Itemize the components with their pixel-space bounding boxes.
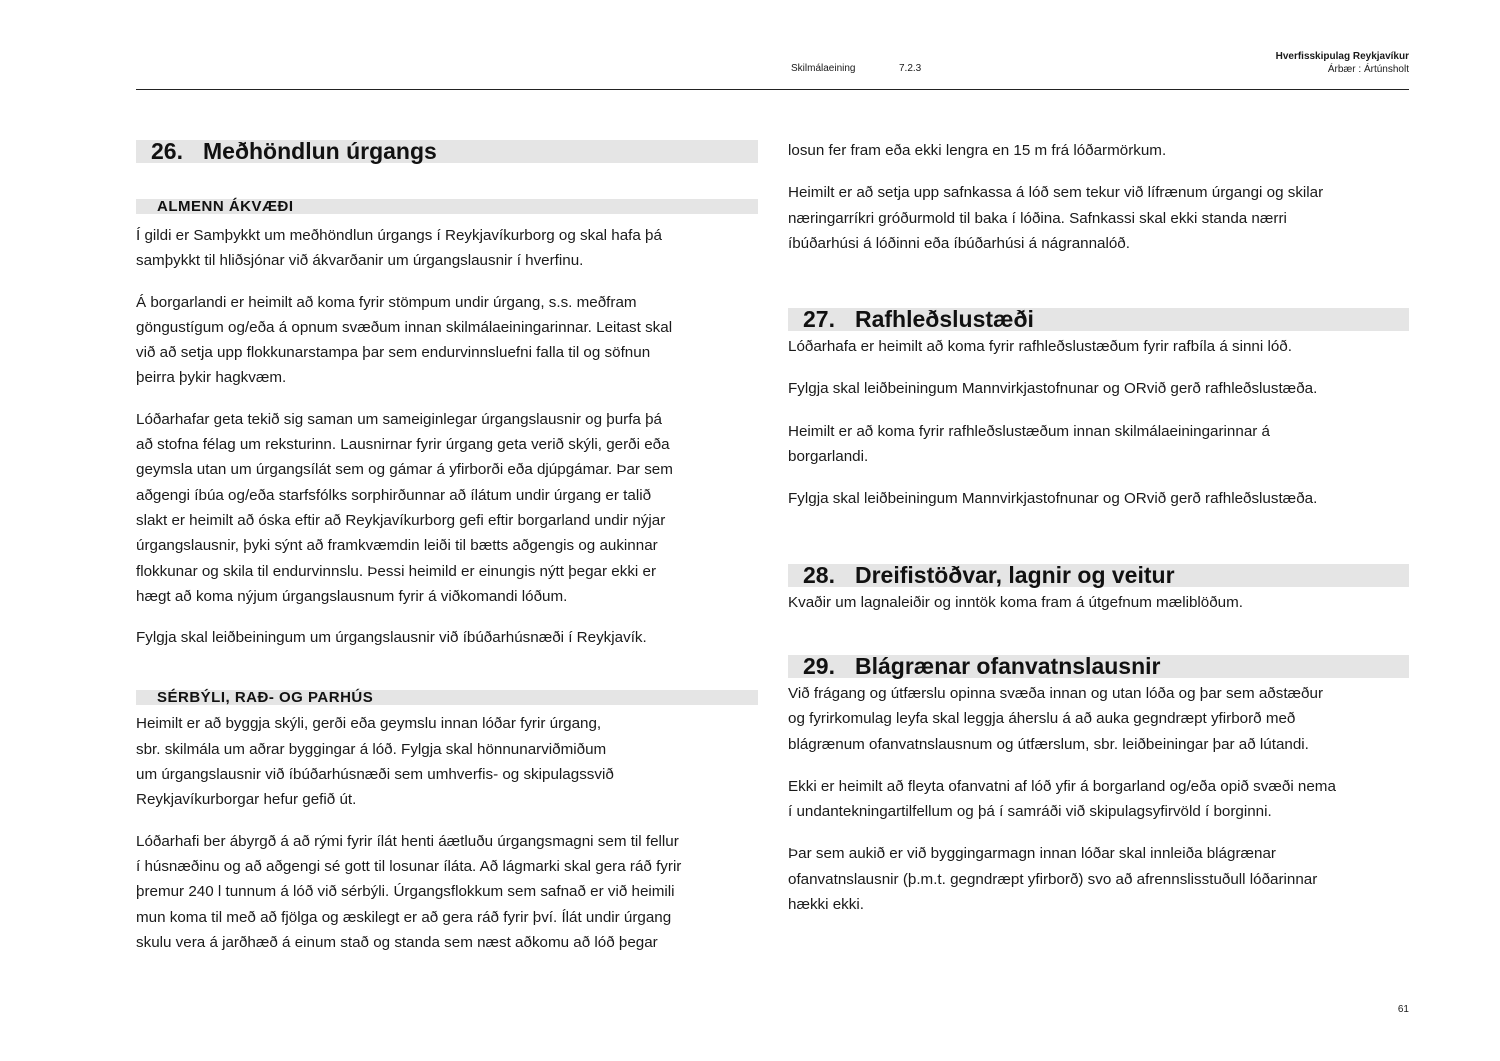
header-unit-number: 7.2.3 <box>899 63 922 74</box>
text-line: Reykjavíkurborgar hefur gefið út. <box>136 791 357 809</box>
text-line: hægt að koma nýjum úrgangslausnum fyrir á viðkomandi lóðum. <box>136 587 568 605</box>
text-line: flokkunar og skila til endurvinnslu. Þessi heimild er einungis nýtt þegar ekki er <box>136 562 657 580</box>
text-line: göngustígum og/eða á opnum svæðum innan skilmálaeiningarinnar. Leitast skal <box>136 318 673 336</box>
section-heading-28 <box>788 561 1409 588</box>
text-line: Við frágang og útfærslu opinna svæða innan og utan lóða og þar sem aðstæður <box>788 684 1324 702</box>
paragraph <box>136 829 758 955</box>
section-number: 28. <box>803 561 835 588</box>
text-line: þremur 240 l tunnum á lóð við sérbýli. Úrgangsflokkum sem safnað er við heimili <box>136 883 675 901</box>
text-line: við að setja upp flokkunarstampa þar sem endurvinnsluefni falla til og söfnun <box>136 344 651 362</box>
text-line: geymsla utan um úrgangsílát sem og gámar á yfirborði eða djúpgámar. Þar sem <box>136 461 673 479</box>
text-line: borgarlandi. <box>788 448 869 466</box>
text-line: Lóðarhafar geta tekið sig saman um sameiginlegar úrgangslausnir og þurfa þá <box>136 410 662 428</box>
text-line: um úrgangslausnir við íbúðarhúsnæði sem umhverfis- og skipulagssvið <box>136 766 614 784</box>
paragraph <box>136 625 758 650</box>
header-divider <box>136 89 1409 90</box>
text-line: Kvaðir um lagnaleiðir og inntök koma fram á útgefnum mæliblöðum. <box>788 593 1243 611</box>
paragraph <box>136 290 758 391</box>
section-number: 29. <box>803 652 835 679</box>
text-line: Lóðarhafa er heimilt að koma fyrir rafhleðslustæðum fyrir rafbíla á sinni lóð. <box>788 338 1292 356</box>
section-heading-26 <box>136 140 758 163</box>
section-title: Rafhleðslustæði <box>855 306 1034 333</box>
right-column <box>788 138 1409 917</box>
paragraph <box>788 180 1409 256</box>
text-line: og fyrirkomulag leyfa skal leggja áherslu á að auka gegndræpt yfirborð með <box>788 710 1296 728</box>
text-line: Heimilt er að byggja skýli, gerði eða geymslu innan lóðar fyrir úrgang, <box>136 715 602 733</box>
paragraph <box>136 711 758 812</box>
text-line: Lóðarhafi ber ábyrgð á að rými fyrir ílát henti áætluðu úrgangsmagni sem til fellur <box>136 832 679 850</box>
text-line: mun koma til með að fjölga og æskilegt er að gera ráð fyrir því. Ílát undir úrgang <box>136 908 672 926</box>
text-line: sbr. skilmála um aðrar byggingar á lóð. Fylgja skal hönnunarviðmiðum <box>136 740 607 758</box>
text-line: samþykkt til hliðsjónar við ákvarðanir um úrgangslausnir í hverfinu. <box>136 252 584 270</box>
text-line: skulu vera á jarðhæð á einum stað og standa sem næst aðkomu að lóð þegar <box>136 933 658 951</box>
text-line: í undantekningartilfellum og þá í samráði við skipulagsyfirvöld í borginni. <box>788 803 1272 821</box>
text-line: ofanvatnslausnir (þ.m.t. gegndræpt yfirborð) svo að afrennslisstuðull lóðarinnar <box>788 870 1318 888</box>
section-number: 26. <box>151 138 183 164</box>
left-column <box>136 138 758 955</box>
text-line: Á borgarlandi er heimilt að koma fyrir stömpum undir úrgang, s.s. meðfram <box>136 293 637 311</box>
paragraph <box>788 334 1409 359</box>
header-document-title <box>1276 50 1409 76</box>
paragraph <box>788 138 1409 163</box>
section-number: 27. <box>803 306 835 333</box>
text-line: slakt er heimilt að óska eftir að Reykjavíkurborg gefi eftir borgarland undir nýjar <box>136 511 666 529</box>
text-line: í húsnæðinu og að aðgengi sé gott til losunar íláta. Að lágmarki skal gera ráð fyrir <box>136 857 682 875</box>
header-title: Hverfisskipulag Reykjavíkur <box>1275 51 1409 62</box>
text-line: Heimilt er að setja upp safnkassa á lóð sem tekur við lífrænum úrgangi og skilar <box>788 184 1324 202</box>
text-line: íbúðarhúsi á lóðinni eða íbúðarhúsi á nágrannalóð. <box>788 234 1130 252</box>
text-line: aðgengi íbúa og/eða starfsfólks sorphirðunnar að ílátum undir úrgang er talið <box>136 486 652 504</box>
page-number: 61 <box>1397 1004 1409 1015</box>
text-line: losun fer fram eða ekki lengra en 15 m frá lóðarmörkum. <box>788 142 1167 159</box>
text-line: þeirra þykir hagkvæm. <box>136 369 287 387</box>
text-line: Fylgja skal leiðbeiningum Mannvirkjastofnunar og ORvið gerð rafhleðslustæða. <box>788 380 1318 398</box>
section-title: Dreifistöðvar, lagnir og veitur <box>855 561 1175 588</box>
paragraph <box>136 223 758 274</box>
text-line: Heimilt er að koma fyrir rafhleðslustæðum innan skilmálaeiningarinnar á <box>788 422 1270 440</box>
paragraph <box>788 774 1409 825</box>
text-line: að stofna félag um reksturinn. Lausnirnar fyrir úrgang geta verið skýli, gerði eða <box>136 436 670 454</box>
text-line: Í gildi er Samþykkt um meðhöndlun úrgangs í Reykjavíkurborg og skal hafa þá <box>136 227 662 244</box>
text-line: Fylgja skal leiðbeiningum um úrgangslausnir við íbúðarhúsnæði í Reykjavík. <box>136 629 647 647</box>
header-unit-label: Skilmálaeining <box>791 63 856 74</box>
text-line: Ekki er heimilt að fleyta ofanvatni af lóð yfir á borgarland og/eða opið svæði nema <box>788 777 1336 795</box>
paragraph <box>788 681 1409 757</box>
section-heading-29 <box>788 652 1409 679</box>
paragraph <box>788 841 1409 917</box>
paragraph <box>788 486 1409 511</box>
section-heading-27 <box>788 308 1409 331</box>
text-line: blágrænum ofanvatnslausnum og útfærslum, sbr. leiðbeiningar þar að lútandi. <box>788 735 1309 753</box>
paragraph <box>136 407 758 609</box>
header-subtitle: Árbær : Ártúnsholt <box>1327 64 1409 75</box>
section-title: Meðhöndlun úrgangs <box>203 138 437 164</box>
text-line: næringarríkri gróðurmold til baka í lóðina. Safnkassi skal ekki standa nærri <box>788 209 1287 227</box>
text-line: úrgangslausnir, þyki sýnt að framkvæmdin leiði til bætts aðgengis og aukinnar <box>136 537 658 555</box>
paragraph <box>788 590 1409 615</box>
text-line: hækki ekki. <box>788 896 864 914</box>
paragraph <box>788 376 1409 401</box>
section-title: Blágrænar ofanvatnslausnir <box>855 652 1161 679</box>
text-line: Fylgja skal leiðbeiningum Mannvirkjastofnunar og ORvið gerð rafhleðslustæða. <box>788 490 1318 508</box>
paragraph <box>788 419 1409 470</box>
text-line: Þar sem aukið er við byggingarmagn innan lóðar skal innleiða blágrænar <box>788 845 1276 863</box>
subheading-detached-terraced-houses: SÉRBÝLI, RAÐ- OG PARHÚS <box>136 690 758 705</box>
subheading-general-provisions: ALMENN ÁKVÆÐI <box>136 199 758 214</box>
